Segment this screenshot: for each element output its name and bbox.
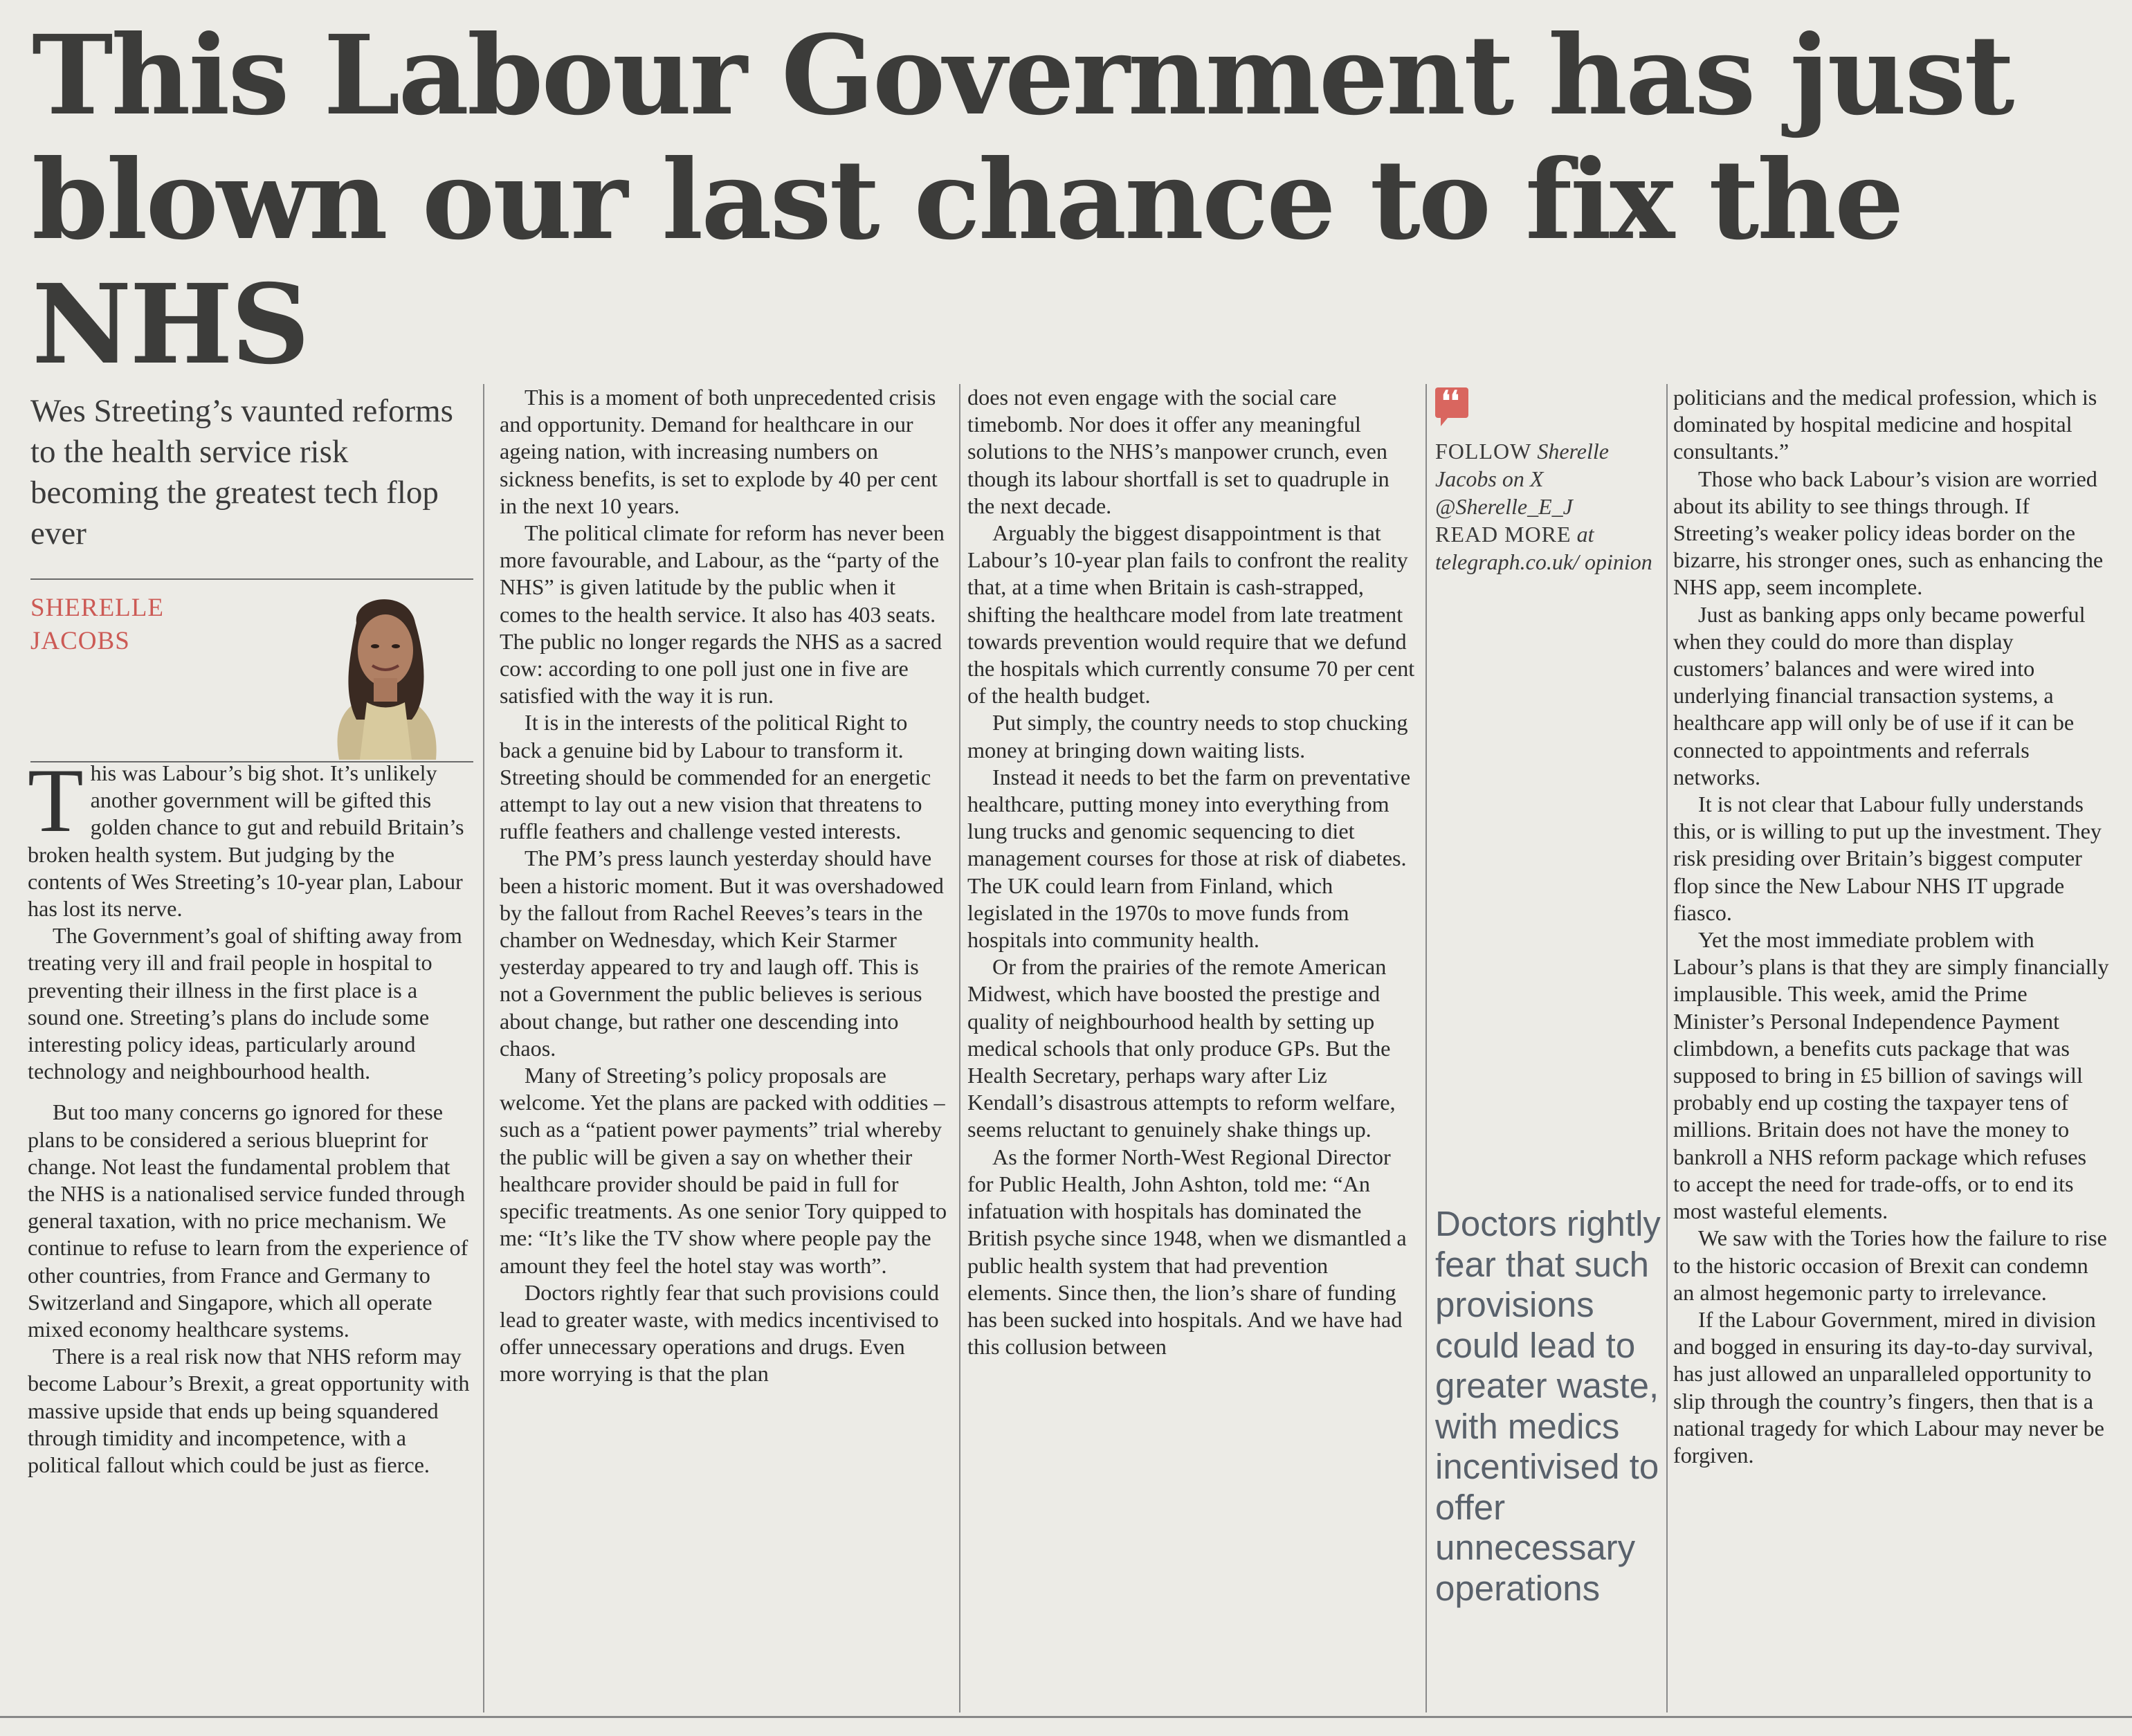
quote-icon: ❛❛ bbox=[1435, 387, 1468, 418]
paragraph: But too many concerns go ignored for these plans to be considered a serious blueprint for change. Not least the fundamental problem that the NHS is a nationalised service funded through general taxation, with no price mechanism. We continue to refuse to learn from the experience of other countries, from France and Germany to Switzerland and Singapore, which all operate mixed economy healthcare systems. bbox=[28, 1099, 468, 1342]
author-photo bbox=[291, 581, 476, 760]
paragraph: The PM’s press launch yesterday should have been a historic moment. But it was overshadowed by the fallout from Rachel Reeves’s tears in the chamber on Wednesday, which Keir Starmer yesterday appeared to try and laugh off. This is not a Government the public believes is serious about change, but rather one descending into chaos. bbox=[500, 846, 944, 1061]
paragraph: It is in the interests of the political Right to back a genuine bid by Labour to transform it. Streeting should be commended for an energetic attempt to lay out a new vision that threatens to ruffle feathers and challenge vested interests. bbox=[500, 710, 931, 844]
paragraph: This is a moment of both unprecedented crisis and opportunity. Demand for healthcare in our ageing nation, with increasing numbers on sickness benefits, is set to explode by 40 per cent in the next 10 years. bbox=[500, 385, 938, 518]
paragraph: Those who back Labour’s vision are worried about its ability to see things through. If Streeting’s weaker policy ideas border on the bizarre, his stronger ones, such as enhancing the NHS app, seem incomplete. bbox=[1673, 466, 2104, 600]
paragraph: If the Labour Government, mired in division and bogged in ensuring its day-to-day survival, has just allowed an unparalleled opportunity to slip through the country’s fingers, then that is a national tragedy for which Labour may never be forgiven. bbox=[1673, 1306, 2104, 1468]
article-column-3 bbox=[967, 384, 1417, 1360]
paragraph: As the former North-West Regional Director for Public Health, John Ashton, told me: “An infatuation with hospitals has dominated the British psyche since 1948, when we dismantled a public health system that had prevention elements. Since then, the lion’s share of funding has been sucked into hospitals. And we have had this collusion between bbox=[967, 1144, 1407, 1360]
byline bbox=[30, 592, 280, 658]
paragraph: Put simply, the country needs to stop chucking money at bringing down waiting lists. bbox=[967, 710, 1408, 762]
read-more-link[interactable]: at telegraph.co.uk/ opinion bbox=[1435, 522, 1652, 574]
bottom-rule bbox=[0, 1716, 2132, 1718]
paragraph: This was Labour’s big shot. It’s unlikely another government will be gifted this golden chance to gut and rebuild Britain’s broken health system. But judging by the contents of Wes Streeting’s 10-year plan, Labour has lost its nerve. bbox=[28, 749, 464, 922]
paragraph: The Government’s goal of shifting away from treating very ill and frail people in hospital to preventing their illness in the first place is a sound one. Streeting’s plans do include some interesting policy ideas, particularly around technology and neighbourhood health. bbox=[28, 923, 462, 1084]
paragraph: Instead it needs to bet the farm on preventative healthcare, putting money into everything from lung trucks and genomic sequencing to diet management courses for those at risk of diabetes. The UK could learn from Finland, which legislated in the 1970s to move funds from hospitals into community health. bbox=[967, 764, 1411, 953]
paragraph: Doctors rightly fear that such provisions could lead to greater waste, with medics incentivised to offer unnecessary operations and drugs. Even more worrying is that the plan bbox=[500, 1279, 939, 1387]
headline: This Labour Government has just blown our last chance to fix the NHS bbox=[32, 12, 2013, 389]
paragraph: Yet the most immediate problem with Labour’s plans is that they are simply financially implausible. This week, amid the Prime Minister’s Personal Independence Payment climbdown, a benefits cuts package that was supposed to bring in £5 billion of savings will probably end up costing the taxpayer tens of millions. Britain does not have the money to bankroll a NHS reform package which refuses to accept the need for trade-offs, or to end its most wasteful elements. bbox=[1673, 927, 2109, 1224]
author-portrait-illustration bbox=[291, 581, 476, 760]
paragraph: politicians and the medical profession, which is dominated by hospital medicine and hospital consultants.” bbox=[1673, 385, 2097, 464]
follow-handle[interactable]: Sherelle Jacobs on X @Sherelle_E_J bbox=[1435, 439, 1609, 519]
paragraph: Arguably the biggest disappointment is that Labour’s 10-year plan fails to confront the reality that, at a time when Britain is cash-strapped, shifting the healthcare model from late treatment towards prevention would require that we defund the hospitals which currently consume 70 per cent of the health budget. bbox=[967, 520, 1415, 709]
paragraph: Many of Streeting’s policy proposals are welcome. Yet the plans are packed with oddities – such as a “patient power payments” trial whereby the public will be given a say on whether their healthcare provider should be paid in full for specific treatments. As one senior Tory quipped to me: “It’s like the TV show where people pay the amount they feel the hotel stay was worth”. bbox=[500, 1063, 947, 1278]
sidebar bbox=[1435, 387, 1657, 576]
paragraph: It is not clear that Labour fully understands this, or is willing to put up the investment. They risk presiding over Britain’s biggest computer flop since the New Labour NHS IT upgrade fiasco. bbox=[1673, 792, 2102, 925]
byline-last-name: JACOBS bbox=[30, 627, 130, 655]
paragraph: Just as banking apps only became powerful when they could do more than display customers’ balances and were wired into underlying financial transaction systems, a healthcare app will only be of use if it can be connected to appointments and referrals networks. bbox=[1673, 601, 2086, 789]
paragraph: Or from the prairies of the remote American Midwest, which have boosted the prestige and quality of neighbourhood health by setting up medical schools that only produce GPs. But the Health Secretary, perhaps wary after Liz Kendall’s disastrous attempts to reform welfare, seems reluctant to genuinely shake things up. bbox=[967, 954, 1396, 1142]
paragraph: There is a real risk now that NHS reform may become Labour’s Brexit, a great opportunity with massive upside that ends up being squandered through timidity and incompetence, with a political fallout which could be just as fierce. bbox=[28, 1344, 470, 1478]
paragraph: does not even engage with the social care timebomb. Nor does it offer any meaningful solutions to the NHS’s manpower crunch, even though its labour shortfall is set to quadruple in the next decade. bbox=[967, 385, 1390, 518]
column-rule-3 bbox=[1425, 384, 1427, 1712]
article-column-2 bbox=[500, 384, 949, 1388]
follow-info bbox=[1435, 437, 1657, 576]
drop-cap: T bbox=[28, 749, 84, 851]
pull-quote: Doctors rightly fear that such provisions could lead to greater waste, with medics incentivised to offer unnecessary operations bbox=[1435, 1204, 1661, 1608]
article-column-1 bbox=[28, 749, 471, 1479]
column-rule-1 bbox=[483, 384, 484, 1712]
standfirst-rule bbox=[30, 578, 473, 580]
column-rule-4 bbox=[1666, 384, 1668, 1712]
paragraph: The political climate for reform has never been more favourable, and Labour, as the “party of the NHS” is given latitude by the public when it comes to the health service. It also has 403 seats. The public no longer regards the NHS as a sacred cow: according to one poll just one in five are satisfied with the way it is run. bbox=[500, 520, 945, 709]
standfirst: Wes Streeting’s vaunted reforms to the health service risk becoming the greatest tech flop ever bbox=[30, 393, 453, 551]
article-column-5 bbox=[1673, 384, 2109, 1469]
column-rule-2 bbox=[959, 384, 960, 1712]
paragraph: We saw with the Tories how the failure to rise to the historic occasion of Brexit can condemn an almost hegemonic party to irrelevance. bbox=[1673, 1225, 2107, 1305]
read-more-label: READ MORE bbox=[1435, 522, 1571, 547]
byline-first-name: SHERELLE bbox=[30, 594, 164, 622]
follow-label: FOLLOW bbox=[1435, 439, 1532, 464]
